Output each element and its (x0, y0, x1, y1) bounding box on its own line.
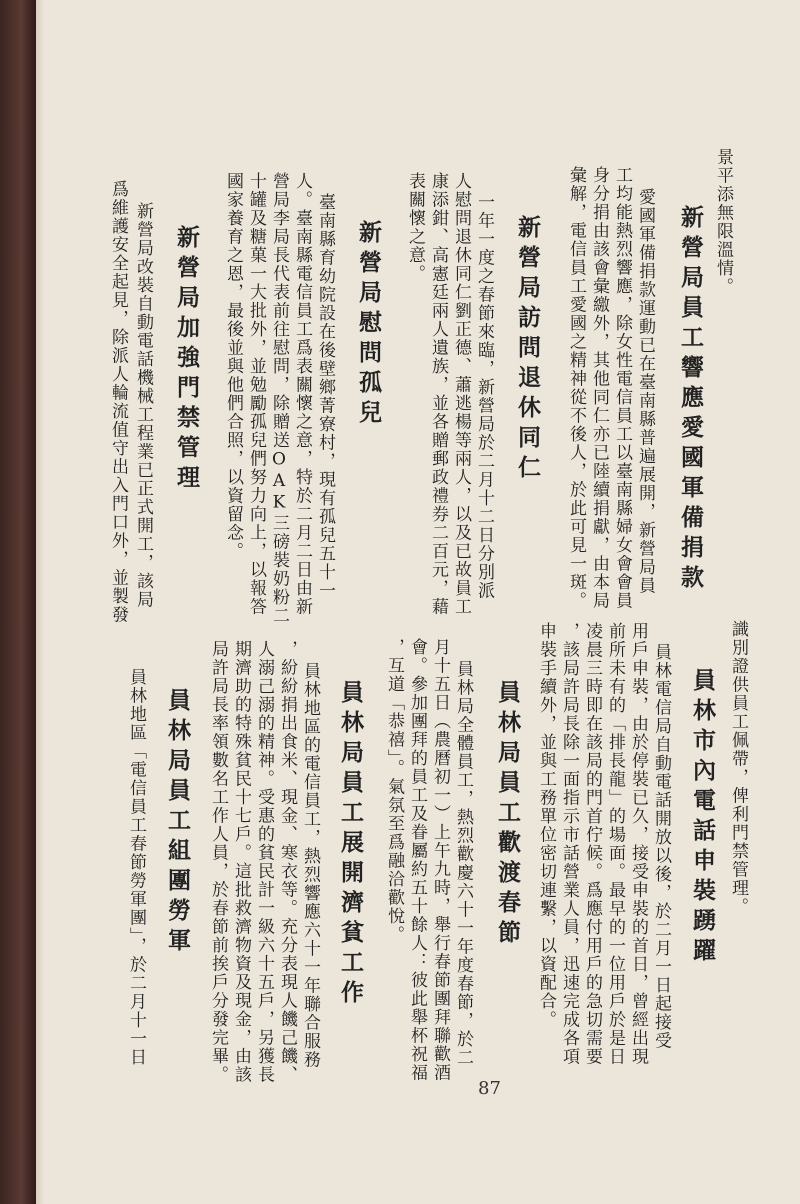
body-line: 局許局長率領數名工作人員，於春節前挨戶分發完畢。 (208, 640, 228, 1084)
article-heading: 新營局員工響應愛國軍備捐款 (677, 205, 704, 595)
body-line: 人。臺南縣電信員工爲表關懷之意，特於二月二日由新 (292, 172, 312, 616)
article-heading: 員林市內電話申裝踴躍 (689, 668, 716, 968)
body-line: 彙解，電信員工愛國之精神從不後人，於此可見一斑。 (566, 166, 586, 610)
article-heading: 新營局慰問孤兒 (355, 220, 382, 430)
body-line: 表關懷之意。 (405, 172, 425, 283)
body-line: ，紛紛捐出食米、現金、寒衣等。充分表現人饑己饑、 (277, 640, 297, 1084)
article-heading: 員林局員工組團勞軍 (164, 688, 191, 958)
body-line: 人慰問退休同仁劉正德、蕭逃楊等兩人，以及已故員工 (451, 172, 471, 616)
body-line: ，該局許局長除一面指示市話營業人員，迅速完成各項 (559, 622, 579, 1066)
body-line: 識別證供員工佩帶，俾利門禁管理。 (728, 620, 748, 916)
page-number: 87 (478, 1078, 501, 1099)
article-heading: 新營局加強門禁管理 (173, 225, 200, 495)
body-line: 十罐及糖菓一大批外，並勉勵孤兒們努力向上，以報答 (246, 172, 266, 616)
body-line: 員林電信局自動電話開放以後，於二月一日起接受 (651, 643, 671, 1050)
body-line: 員林地區「電信員工春節勞軍團」，於二月十一日 (126, 668, 146, 1067)
body-line: 一年一度之春節來臨，新營局於二月十二日分別派 (474, 193, 494, 600)
body-line: 國家養育之恩，最後並與他們合照，以資留念。 (223, 172, 243, 561)
body-line: 會。參加團拜的員工及眷屬約五十餘人：彼此舉杯祝福 (407, 638, 427, 1082)
body-line: 用戶申裝，由於停裝已久，接受申裝的首日，曾經出現 (628, 622, 648, 1066)
book-page (46, 0, 800, 1204)
body-line: 凌晨三時即在該局的門首佇候。爲應付用戶的急切需要 (582, 622, 602, 1066)
article-heading: 員林局員工展開濟貧工作 (337, 680, 364, 1010)
body-line: 身分捐由該會彙繳外，其他同仁亦已陸續捐獻，由本局 (589, 166, 609, 610)
article-heading: 新營局訪問退休同仁 (514, 215, 541, 485)
body-line: 爲維護安全起見，除派人輪流值守出入門口外，並製發 (108, 180, 128, 624)
article-heading: 員林局員工歡渡春節 (494, 680, 521, 950)
body-line: 人溺己溺的精神。受惠的貧民計一級六十五戶，另獲長 (254, 640, 274, 1084)
body-line: 期濟助的特殊貧民十七戶。這批救濟物資及現金，由該 (231, 640, 251, 1084)
body-line: 臺南縣育幼院設在後壁鄉菁寮村，現有孤兒五十一 (315, 193, 335, 600)
body-line: 景平添無限溫情。 (713, 148, 733, 296)
body-line: 申裝手續外，並與工務單位密切連繫，以資配合。 (536, 622, 556, 1029)
body-line: 工均能熱烈響應，除女性電信員工以臺南縣婦女會會員 (612, 166, 632, 610)
book-cover-edge (0, 0, 36, 1204)
body-line: 營局李局長代表前往慰問，除贈送OAK三磅裝奶粉二 (269, 172, 289, 625)
body-line: 康添鉗、高憲廷兩人遺族，並各贈郵政禮券二百元，藉 (428, 172, 448, 616)
body-line: 員林地區的電信員工，熱烈響應六十一年聯合服務 (300, 662, 320, 1069)
page-gutter (36, 0, 46, 1204)
body-line: 月十五日（農曆初一）上午九時，舉行春節團拜聯歡酒 (430, 638, 450, 1082)
body-line: ，互道「恭禧」。氣氛至爲融洽歡悅。 (384, 638, 404, 944)
body-line: 員林局全體員工，熱烈歡慶六十一年度春節，於二 (453, 660, 473, 1067)
body-line: 前所未有的「排長龍」的場面。最早的一位用戶於是日 (605, 622, 625, 1066)
body-line: 新營局改裝自動電話機械工程業已正式開工，該局 (133, 202, 153, 609)
body-line: 愛國軍備捐款運動已在臺南縣普遍展開，新營局員 (635, 188, 655, 595)
